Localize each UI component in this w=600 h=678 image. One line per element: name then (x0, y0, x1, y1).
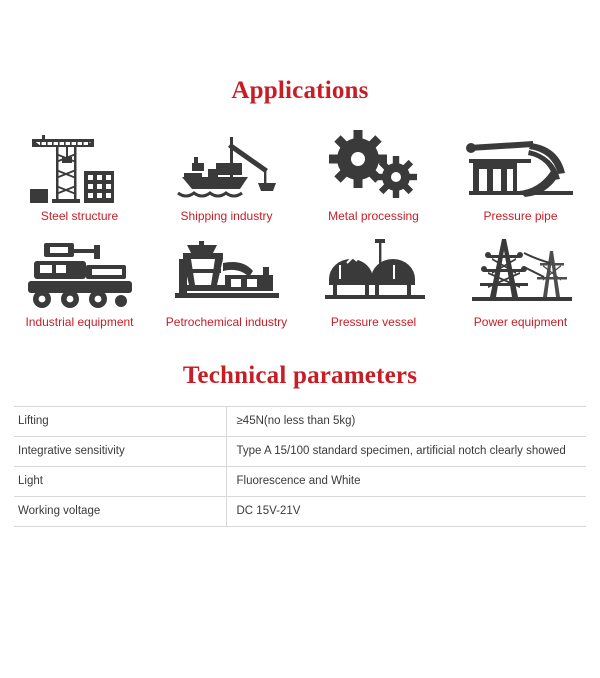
application-item-shipping-industry (153, 127, 300, 223)
parameter-value: Fluorescence and White (236, 474, 361, 487)
parameter-value: ≥45N(no less than 5kg) (236, 415, 356, 427)
application-label: Steel structure (40, 209, 119, 223)
table-row (14, 407, 586, 437)
parameter-name: Lifting (14, 407, 226, 437)
oil-pumpjack-icon (162, 233, 292, 309)
application-label: Shipping industry (180, 209, 273, 223)
technical-parameters-heading: Technical parameters (182, 362, 418, 389)
storage-tanks-icon (309, 233, 439, 309)
table-row (14, 466, 586, 496)
page-root (0, 78, 600, 678)
application-label: Metal processing (328, 209, 419, 223)
table-row (14, 496, 586, 526)
application-label: Pressure vessel (330, 315, 417, 329)
application-item-power-equipment (447, 233, 594, 329)
tower-crane-icon (15, 127, 145, 203)
application-label: Petrochemical industry (165, 315, 288, 329)
application-item-pressure-pipe (447, 127, 594, 223)
applications-grid (0, 127, 600, 329)
application-item-pressure-vessel (300, 233, 447, 329)
application-label: Power equipment (473, 315, 568, 329)
application-label: Pressure pipe (483, 209, 558, 223)
applications-heading: Applications (231, 77, 369, 104)
technical-parameters-table (14, 406, 586, 527)
parameter-value: DC 15V-21V (236, 504, 301, 517)
application-label: Industrial equipment (25, 315, 134, 329)
application-item-steel-structure (6, 127, 153, 223)
parameter-name: Working voltage (14, 496, 226, 526)
ship-crane-icon (162, 127, 292, 203)
table-row (14, 436, 586, 466)
application-item-industrial-equipment (6, 233, 153, 329)
application-item-metal-processing (300, 127, 447, 223)
parameter-value: Type A 15/100 standard specimen, artificial notch clearly showed (236, 444, 566, 457)
parameter-name: Light (14, 466, 226, 496)
application-item-petrochemical-industry (153, 233, 300, 329)
power-pylon-icon (456, 233, 586, 309)
pressure-pipe-icon (456, 127, 586, 203)
gears-icon (309, 127, 439, 203)
industrial-machine-icon (15, 233, 145, 309)
parameter-name: Integrative sensitivity (14, 436, 226, 466)
